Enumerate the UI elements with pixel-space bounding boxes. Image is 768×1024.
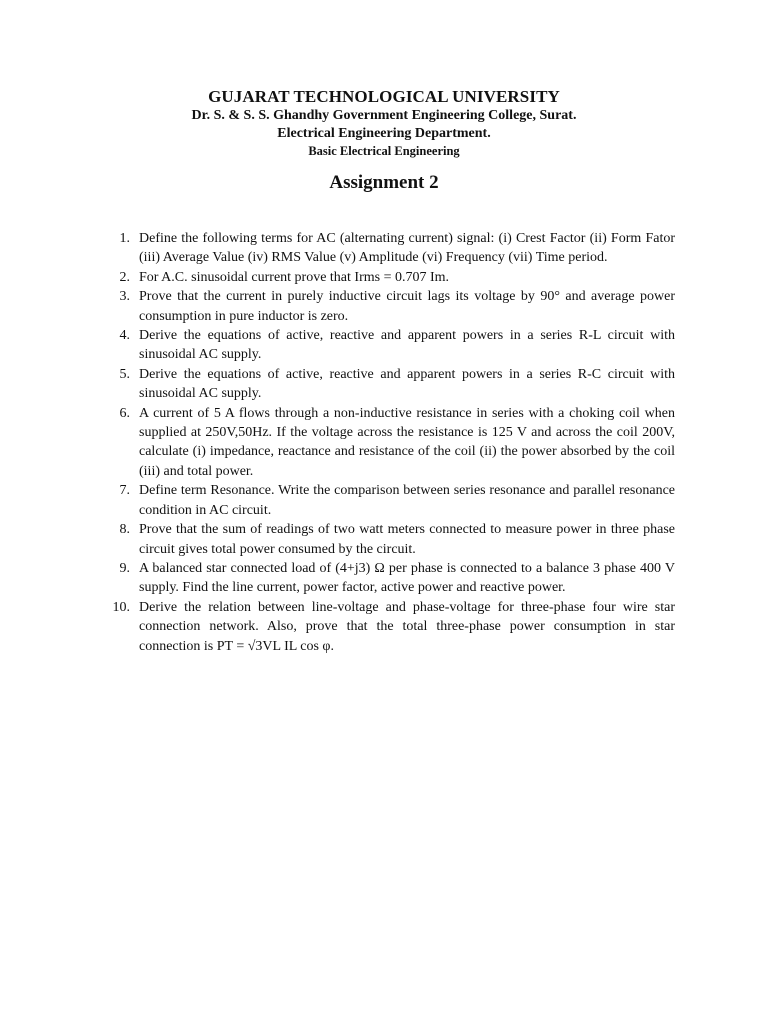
question-text: Define term Resonance. Write the comparison between series resonance and parallel resonance condition in AC circuit. — [139, 483, 675, 518]
college-name: Dr. S. & S. S. Ghandhy Government Engineering College, Surat. — [191, 108, 577, 123]
question-text: A current of 5 A flows through a non-inductive resistance in series with a choking coil when supplied at 250V,50Hz. If the voltage across the resistance is 125 V and across the coil 200V, calculate (i) impedance, reactance and resistance of the coil (ii) the power absorbed by the coil (iii) and total power. — [139, 405, 675, 479]
question-text: Derive the equations of active, reactive and apparent powers in a series R-C circuit with sinusoidal AC supply. — [139, 366, 675, 402]
question-number: 10. — [112, 599, 130, 615]
question-text: Prove that the current in purely inductive circuit lags its voltage by 90° and average power consumption in pure inductor is zero. — [139, 289, 675, 324]
question-text: For A.C. sinusoidal current prove that Irms = 0.707 Im. — [139, 269, 450, 285]
question-number: 2. — [119, 269, 130, 285]
question-item — [108, 559, 675, 598]
question-list — [108, 229, 675, 656]
department-name: Electrical Engineering Department. — [277, 126, 491, 141]
assignment-title: Assignment 2 — [329, 172, 439, 193]
question-item — [108, 404, 675, 482]
question-text: Derive the equations of active, reactive and apparent powers in a series R-L circuit with sinusoidal AC supply. — [139, 328, 675, 363]
question-item — [108, 229, 675, 268]
question-number: 4. — [119, 328, 130, 344]
question-text: Define the following terms for AC (alternating current) signal: (i) Crest Factor (ii) Form Fator (iii) Average Value (iv) RMS Value (v) Amplitude (vi) Frequency (vii) Time period. — [139, 231, 675, 266]
question-item — [108, 287, 675, 326]
question-item — [108, 365, 675, 404]
question-item — [108, 268, 675, 287]
university-name: GUJARAT TECHNOLOGICAL UNIVERSITY — [208, 87, 560, 106]
question-item — [108, 326, 675, 365]
question-item — [108, 520, 675, 559]
question-number: 5. — [119, 366, 130, 382]
question-number: 6. — [119, 405, 130, 421]
question-number: 3. — [119, 289, 130, 305]
document-header — [0, 87, 768, 160]
question-text: A balanced star connected load of (4+j3) Ω per phase is connected to a balance 3 phase 400 V supply. Find the line current, power factor, active power and reactive power. — [139, 560, 675, 596]
question-item — [108, 481, 675, 520]
question-number: 8. — [119, 522, 130, 538]
question-text: Prove that the sum of readings of two watt meters connected to measure power in three phase circuit gives total power consumed by the circuit. — [139, 522, 675, 557]
question-item — [108, 598, 675, 656]
question-number: 9. — [119, 560, 130, 576]
question-number: 7. — [119, 483, 130, 499]
question-text: Derive the relation between line-voltage and phase-voltage for three-phase four wire star connection network. Also, prove that the total three-phase power consumption in star connection is PT = √3VL IL cos φ. — [139, 599, 675, 654]
subject-name: Basic Electrical Engineering — [308, 144, 460, 158]
question-number: 1. — [119, 231, 130, 246]
